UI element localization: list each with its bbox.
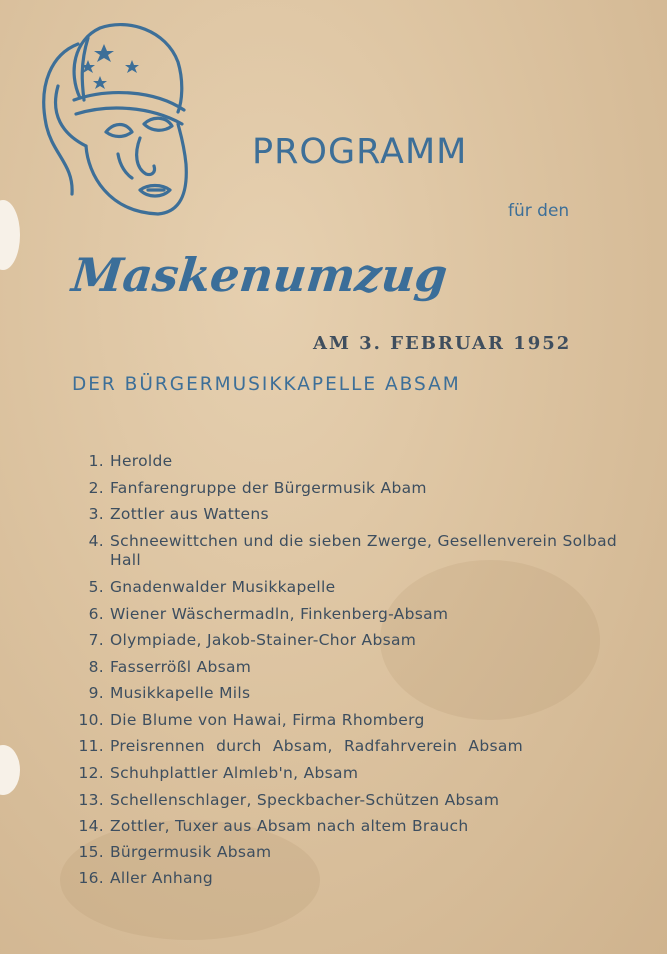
list-item xyxy=(62,737,622,756)
item-number: 16. xyxy=(78,869,104,887)
page-title: PROGRAMM xyxy=(252,132,468,172)
list-item xyxy=(62,605,622,624)
list-item xyxy=(62,658,622,677)
item-number: 1. xyxy=(88,452,104,470)
item-number: 2. xyxy=(88,479,104,497)
item-number: 12. xyxy=(78,764,104,782)
item-number: 11. xyxy=(78,737,104,755)
item-number: 10. xyxy=(78,711,104,729)
list-item xyxy=(62,631,622,650)
paper-tear xyxy=(0,200,20,270)
item-text: Zottler, Tuxer aus Absam nach altem Brauch xyxy=(110,817,469,835)
list-item xyxy=(62,791,622,810)
item-number: 4. xyxy=(88,532,104,550)
item-text: Aller Anhang xyxy=(110,869,214,887)
item-text: Zottler aus Wattens xyxy=(110,505,269,523)
program-list xyxy=(62,452,622,888)
list-item xyxy=(62,684,622,703)
item-text: Schellenschlager, Speckbacher-Schützen Absam xyxy=(110,791,500,809)
list-item xyxy=(62,532,622,570)
item-number: 15. xyxy=(78,843,104,861)
list-item xyxy=(62,869,622,888)
event-name: Maskenumzug xyxy=(69,248,450,302)
item-text: Schuhplattler Almleb'n, Absam xyxy=(110,764,359,782)
list-item xyxy=(62,817,622,836)
item-text: Preisrennen durch Absam, Radfahrverein Absam xyxy=(110,737,524,755)
item-text: Musikkapelle Mils xyxy=(110,684,251,702)
item-text: Schneewittchen und die sieben Zwerge, Gesellenverein Solbad Hall xyxy=(110,532,618,569)
list-item xyxy=(62,578,622,597)
subtitle: für den xyxy=(508,201,570,221)
item-text: Bürgermusik Absam xyxy=(110,843,272,861)
item-number: 8. xyxy=(88,658,104,676)
item-text: Gnadenwalder Musikkapelle xyxy=(110,578,336,596)
item-number: 9. xyxy=(88,684,104,702)
event-date: AM 3. FEBRUAR 1952 xyxy=(313,333,572,354)
list-item xyxy=(62,505,622,524)
item-number: 6. xyxy=(88,605,104,623)
item-text: Fanfarengruppe der Bürgermusik Abam xyxy=(110,479,427,497)
list-item xyxy=(62,764,622,783)
paper-tear xyxy=(0,745,20,795)
item-number: 14. xyxy=(78,817,104,835)
item-number: 3. xyxy=(88,505,104,523)
item-text: Die Blume von Hawai, Firma Rhomberg xyxy=(110,711,425,729)
list-item xyxy=(62,843,622,862)
list-item xyxy=(62,479,622,498)
item-number: 7. xyxy=(88,631,104,649)
item-text: Olympiade, Jakob-Stainer-Chor Absam xyxy=(110,631,417,649)
list-item xyxy=(62,452,622,471)
item-text: Fasserrößl Absam xyxy=(110,658,252,676)
list-item xyxy=(62,711,622,730)
item-number: 5. xyxy=(88,578,104,596)
carnival-mask-icon xyxy=(28,14,198,224)
organizer: DER BÜRGERMUSIKKAPELLE ABSAM xyxy=(72,374,461,395)
item-text: Herolde xyxy=(110,452,173,470)
item-number: 13. xyxy=(78,791,104,809)
item-text: Wiener Wäschermadln, Finkenberg-Absam xyxy=(110,605,449,623)
